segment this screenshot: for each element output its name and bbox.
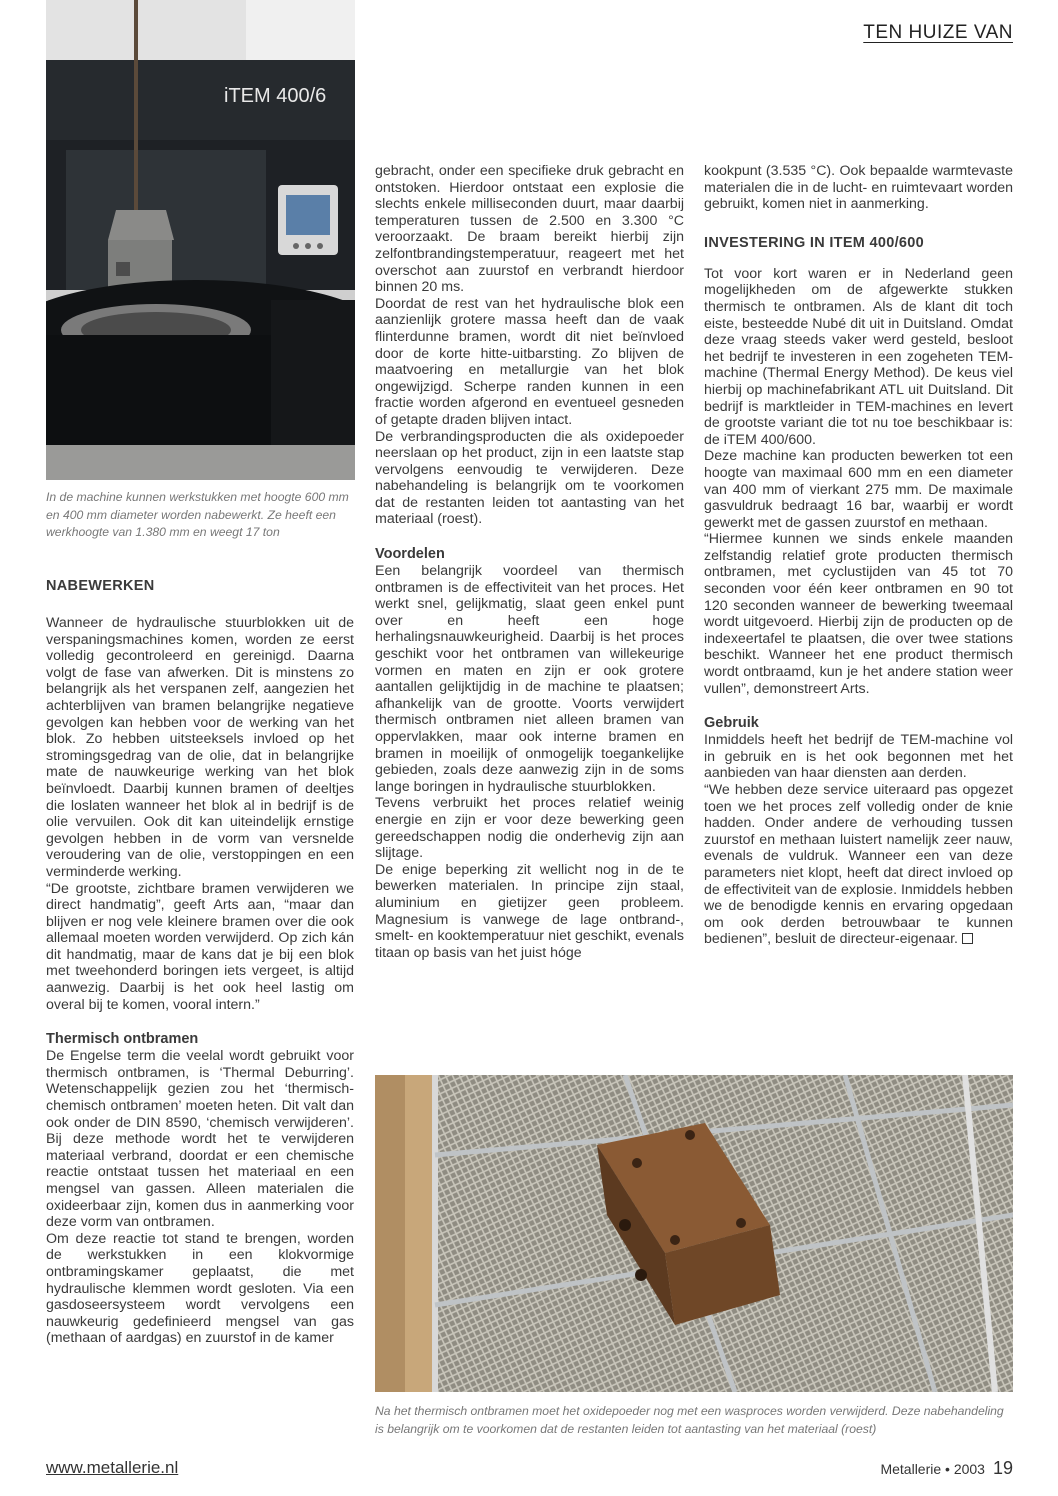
heading-nabewerken: NABEWERKEN (46, 578, 155, 594)
heading-investering: INVESTERING IN ITEM 400/600 (704, 234, 925, 251)
basket-illustration (375, 1075, 1013, 1392)
paragraph: Om deze reactie tot stand te brengen, worden de werkstukken in een klokvormige ontbramingskamer geplaatst, die met hydraulische klemmen wordt gesloten. Via een gasdoseersysteem wordt vervolgens een nauwkeurig gedefinieerd mengsel van gas (methaan of aardgas) en zuurstof in de kamer (46, 1230, 354, 1347)
machine-photo (46, 0, 355, 480)
paragraph: Deze machine kan producten bewerken tot een hoogte van maximaal 600 mm en een diameter van 400 mm of vierkant 275 mm. De maximale gasvuldruk bedraagt 16 bar, waarbij er wordt gewerkt met de gassen zuurstof en methaan. (704, 448, 1013, 531)
paragraph: gebracht, onder een specifieke druk gebracht en ontstoken. Hierdoor ontstaat een explosie die slechts enkele milliseconden duurt, maar daarbij temperaturen tussen de 2.500 en 3.300 °C veroorzaakt. De braam bereikt hierbij zijn zelfontbrandingstemperatuur, reageert met het overschot aan zuurstof en verbrandt hierdoor binnen 20 ms. (375, 163, 684, 296)
page-footer (880, 1458, 1013, 1479)
paragraph: “Hiermee kunnen we sinds enkele maanden zelfstandig relatief grote producten thermisch ontbramen, met cyclustijden van 45 tot 70 seconden voor één keer ontbramen en 90 tot 120 seconden wanneer de bewerking tweemaal wordt uitgevoerd. Hierbij zijn de producten op de indexeertafel te plaatsen, die over twee stations beschikt. Wanneer het ene product thermisch wordt ontbraamd, kun je het andere station weer vullen”, demonstreert Arts. (704, 531, 1013, 697)
paragraph: De enige beperking zit wellicht nog in de te bewerken materialen. In principe zijn staal, aluminium en gietijzer geen probleem. Magnesium is vanwege de lage ontbrand-, smelt- en kooktemperatuur niet geschikt, evenals titaan op basis van het juist hóge (375, 861, 684, 961)
paragraph-text: “We hebben deze service uiteraard pas opgezet toen we het proces zelf volledig onder de knie hadden. Onder andere de verhouding tussen zuurstof en methaan luistert namelijk zeer nauw, evenals de vuldruk. Wanneer een van deze parameters niet klopt, heeft dat direct invloed op de effectiviteit van de explosie. Inmiddels hebben we de benodigde kennis en ervaring opgedaan om ook derden betrouwbaar te kunnen bedienen”, besluit de directeur-eigenaar. (704, 782, 1013, 948)
paragraph: “De grootste, zichtbare bramen verwijderen we direct handmatig”, geeft Arts aan, “maar dan blijven er nog vele kleinere bramen over die ook allemaal moeten worden verwijderd. Op zich kán dit handmatig, maar de kans dat je bij een blok met tweehonderd boringen iets vergeet, is altijd aanwezig. Daarbij is het ook heel lastig om overal bij te komen, vooral intern.” (46, 880, 354, 1013)
heading-gebruik: Gebruik (704, 715, 759, 732)
paragraph: Een belangrijk voordeel van thermisch ontbramen is de effectiviteit van het proces. Het werkt snel, gelijkmatig, slaat geen enkel punt over en heeft een hoge herhalingsnauwkeurigheid. Daarbij is het proces geschikt voor het ontbramen van willekeurige vormen en maten en zijn er ook grotere aantallen gelijktijdig in de machine te plaatsen; afhankelijk van de grootte. Voorts verwijdert thermisch ontbramen niet alleen bramen van oppervlakken, maar ook interne bramen en bramen in moeilijk of onmogelijk toegankelijke gebieden, zoals deze aanwezig zijn in de soms lange boringen in hydraulische stuurblokken. (375, 563, 684, 795)
end-mark-icon (962, 933, 973, 944)
column-3 (704, 163, 1013, 948)
paragraph: Inmiddels heeft het bedrijf de TEM-machine vol in gebruik en is het ook begonnen met het aanbieden van haar diensten aan derden. (704, 732, 1013, 782)
machine-label: iTEM 400/6 (224, 85, 327, 107)
page-number: 19 (992, 1458, 1013, 1478)
magazine-issue: Metallerie • 2003 (880, 1461, 985, 1477)
heading-thermisch-ontbramen: Thermisch ontbramen (46, 1031, 199, 1048)
paragraph: Tevens verbruikt het proces relatief weinig energie en zijn er voor deze bewerking geen gereedschappen nodig die onderhevig zijn aan slijtage. (375, 795, 684, 862)
column-1 (46, 578, 354, 1347)
heading-voordelen: Voordelen (375, 546, 445, 563)
paragraph: Wanneer de hydraulische stuurblokken uit de verspaningsmachines komen, worden ze eerst volledig gecontroleerd en gereinigd. Daarna volgt de fase van afwerken. Dit is minstens zo belangrijk als het verspanen zelf, aangezien het achterblijven van bramen belangrijke negatieve gevolgen kan hebben voor de werking van het blok. Zo hebben uitsteeksels invloed op het stromingsgedrag van de olie, dat in belangrijke mate de nauwkeurige werking van het blok beïnvloedt. Daarbij kunnen bramen of deeltjes die loslaten wanneer het blok al in bedrijf is de olie vervuilen. Ook dit kan uiteindelijk ernstige gevolgen hebben in de vorm van versnelde veroudering van de olie, verstoppingen en een verminderde werking. (46, 615, 354, 880)
paragraph: Doordat de rest van het hydraulische blok een aanzienlijk grotere massa heeft dan de vaak flinterdunne bramen, wordt dit niet beïnvloed door de korte hitte-uitbarsting. Zo blijven de maatvoering en metallurgie van het blok ongewijzigd. Scherpe randen kunnen in een fractie worden afgerond en eventueel gesneden of getapte draden blijven intact. (375, 295, 684, 428)
paragraph-last (704, 782, 1013, 948)
paragraph: De verbrandingsproducten die als oxidepoeder neerslaan op het product, zijn in een laatste stap vervolgens eenvoudig te verwijderen. Deze nabehandeling is belangrijk om te voorkomen dat de restanten leiden tot aantasting van het materiaal (roest). (375, 428, 684, 528)
website-link[interactable]: www.metallerie.nl (46, 1458, 179, 1477)
basket-photo (375, 1075, 1013, 1392)
section-header: TEN HUIZE VAN (863, 22, 1013, 43)
top-photo-caption: In de machine kunnen werkstukken met hoogte 600 mm en 400 mm diameter worden nabewerkt. Ze heeft een werkhoogte van 1.380 mm en weegt 17 ton (46, 490, 349, 539)
bottom-photo-caption: Na het thermisch ontbramen moet het oxidepoeder nog met een wasproces worden verwijderd. Deze nabehandeling is belangrijk om te voorkomen dat de restanten leiden tot aantasting van het materiaal (roest) (375, 1404, 1004, 1436)
machine-illustration (46, 0, 355, 480)
paragraph: kookpunt (3.535 °C). Ook bepaalde warmtevaste materialen die in de lucht- en ruimtevaart worden gebruikt, komen niet in aanmerking. (704, 163, 1013, 213)
column-2 (375, 163, 684, 961)
paragraph: De Engelse term die veelal wordt gebruikt voor thermisch ontbramen, is ‘Thermal Deburring’. Wetenschappelijk gezien zou het ‘thermisch-chemisch ontbramen’ moeten heten. Dit valt dan ook onder de DIN 8590, ‘chemisch verwijderen’. Bij deze methode wordt het te verwijderen materiaal verbrand, doordat er een chemische reactie ontstaat tussen het materiaal en een mengsel van gassen. Alleen materialen die oxideerbaar zijn, komen dus in aanmerking voor deze vorm van ontbramen. (46, 1048, 354, 1231)
paragraph: Tot voor kort waren er in Nederland geen mogelijkheden om de afgewerkte stukken thermisch te ontbramen. Als de klant dit toch eiste, besteedde Nubé dit uit in Duitsland. Omdat deze vraag steeds vaker werd gesteld, besloot het bedrijf te investeren in een zogeheten TEM-machine (Thermal Energy Method). De keus viel hierbij op machinefabrikant ATL uit Duitsland. Dit bedrijf is marktleider in TEM-machines en levert de grootste variant die tot nu toe beschikbaar is: de iTEM 400/600. (704, 265, 1013, 448)
